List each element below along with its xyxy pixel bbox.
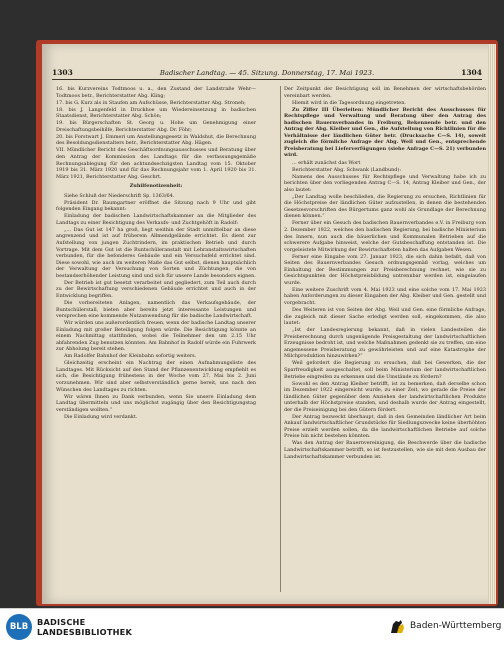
baden-wuerttemberg-lion-icon[interactable]	[388, 618, 406, 636]
running-title: Badischer Landtag. — 45. Sitzung. Donnerstag, 17. Mai 1923.	[159, 69, 375, 77]
paragraph: Ferner über ein Gesuch des badischen Bauernverbandes e.V. in Freiburg vom 2. Dezember 1922, welches den badischen Regierung, bei badische Ministerium des Innern, nun auch die bäuerlichen und Kommunalen Betrieben auf die schwerere Aufgabe hinweist, welche der Gutsbeschaffung entstanden ist. Die vorgeleistete Mitwirkung der Bewirtschafteten halten das Aufgaben Wesen.	[284, 220, 486, 253]
blb-logo-icon[interactable]: BLB	[6, 614, 32, 640]
paragraph: Gleichzeitig erscheint ein Nachtrag der einen Aufnahmungsliste des Landtages. Mit Rücksicht auf den Stand der Pflanzenentwicklung empfiehlt es sich, die Besichtigung frühestens in der Woche vom 27. Mai bis 2. Juni vorzunehmen. Wir sind aber selbstverständlich gerne bereit, uns nach den Wünschen des Landtages zu richten.	[56, 360, 256, 393]
paragraph: Berichterstatter Abg. Schwank (Landbund):	[292, 166, 401, 173]
paragraph: 19. bis Bürgerschaften St. Georg u. Hohe um Genehmigung einer Dreischaftungsbeihilfe, Berichterstatter Abg. Dr. Föhr;	[56, 120, 256, 133]
library-name-line1: BADISCHE	[37, 617, 86, 627]
paragraph: 16. bis Kurzvereins Todtmoos u. a., den Zustand der Landstraße Wehr—Todtmoos betr., Berichterstatter Abg. Kling;	[56, 86, 256, 99]
library-name[interactable]	[37, 617, 132, 637]
paragraph: 17. bis G. Kurz als in Staufen am Aufschüsse, Berichterstatter Abg. Stroneh;	[56, 99, 246, 106]
page-header	[52, 68, 482, 80]
paragraph: Der Antrag bezweckt überhaupt, daß in den Gemeinden ländlicher Art beim Ankauf landwirtschaftlicher Grundstücke für Siedlungszwecke keine überhöhten Preise erzielt werden sollen, da die landwirtschaftlichen Betriebe auf solche Preise hin nicht bestehen könnten.	[284, 413, 486, 440]
paragraph: Am Radolfer Bahnhof der Kleinbahn sofortig weiters.	[64, 353, 197, 360]
left-text-column	[56, 86, 256, 598]
library-name-line2: LANDESBIBLIOTHEK	[37, 627, 133, 637]
paragraph: Der Zeitpunkt der Besichtigung soll im Benehmen der wirtschaftsbehörden vereinbart werden.	[284, 86, 486, 99]
paragraph: „Ist der Landesregierung bekannt, daß in vielen Landesteilen die Preisberechnung durch ungenügende Preisgestaltung der landwirtschaftlichen Erzeugnisse bedroht ist, und welche Maßnahmen gedenkt sie zu treffen, um eine angemessene Preisberatung zu gewährleisten und auf eine Katastrophe der Milchproduktion hinzuwirken?“	[284, 327, 486, 360]
paragraph: Namens des Ausschusses für Rechtspflege und Verwaltung habe ich zu berichten über den vorliegenden Antrag C—S. 14, Antrag Kleiber und Gen., der also lautet:	[284, 173, 486, 193]
paragraph: Präsident Dr. Baumgartner eröffnet die Sitzung nach 9 Uhr und gibt folgenden Eingang bekannt:	[56, 199, 256, 213]
paragraph: Ferner eine Eingabe vom 27. Januar 1923, die sich dahin befaßt, daß von Seiten des Bauernverbandes Gesuch ordnungsgemäß vorlag, welches um Einhaltung der Bestimmungen zur Preisberechnung rechnet, wie sie zu Gesichtspunkten der Höchstpreisbildung untrennbar werden ist, eingelaufen wurde.	[284, 253, 486, 286]
page-edge	[488, 44, 496, 604]
paragraph: ... erhält zunächst das Wort	[292, 159, 361, 166]
paragraph: Hiemit wird in die Tagesordnung eingetreten.	[292, 99, 406, 106]
paragraph: Die Einladung wird verdankt.	[64, 413, 138, 420]
paragraph: „... Das Gut ist 147 ha groß, liegt weithin der Stadt unmittelbar an diese angrenzend und ist auf früherem Allmendgelände errichtet. Es dient zur Aufstellung von jungen Zuchtrindern, im praktischen Betrieb und durch Vortrage. Mit dem Gut ist die Buntschüleranstalt mit Lehranstaltswirtschaften verbunden, für die befonderes Gebäude und ein Versuchsfeld errichtet sind. Diese sowohl, wie auch im weiteren Maße das Gut selbst, dienen hauptsächlich der Verwaltung der Versuchung von Sorten und Züchtungen, die von bestandserhöhender Leistung sind und sich für unsere Lande besonders eignen.	[56, 226, 256, 279]
paragraph: Siehe Schluß der Niederschrift Sp. 1363/64.	[64, 192, 175, 199]
scanned-page	[42, 44, 496, 604]
paragraph: 18. bis J. Langenfeld in Druckhoe um Wiedereinsetzung in badischen Staatsdienst, Berichterstatter Abg. Schön;	[56, 106, 256, 120]
paragraph: Eine weitere Zuschrift vom 4. Mai 1923 und eine solche vom 17. Mai 1923 haben Anforderungen zu dieser Eingaben der Abg. Kleiber und Gen. gestellt und vorgebracht.	[284, 286, 486, 306]
paragraph: Der Betrieb ist gut besetzt verarbeitet und gegliedert, zum Teil auch durch zu der Bewirtschaftung verschiedenen Gebäude errichtet und auch in der Entwicklung begriffen.	[56, 279, 256, 299]
paragraph: „Der Landtag wolle beschließen, die Regierung zu ersuchen, Richtlinien für die Höchstpreise der ländlichen Güter aufzustellen, in denen die bestehenden Gesetzesvorschriften des Bürgertums ganz wohl als Grundlage der Berechnung dienen können.“	[284, 193, 486, 220]
column-divider	[280, 86, 281, 592]
paragraph: VII. Mündlicher Bericht des Geschäftsordnungsausschusses und Beratung über den Antrag der Kommission des Landtags für die verfassungsgemäße Rechnungsablegung für den achtundsechzigsten Landtag vom 15. Oktober 1919 bis 31. März 1920 und für das Rechnungsjahr vom 1. April 1920 bis 31. März 1921, Berichterstatter Abg. Geschrt.	[56, 147, 256, 180]
page-number-left: 1303	[52, 68, 73, 77]
paragraph: Was den Antrag der Bauernvereinigung, die Beschwerde über die badische Landwirtschaftskammer betrifft, so ist festzustellen, wie sie mit dem Ausbau der Landwirtschaftskammer verbunden ist.	[284, 440, 486, 460]
paragraph: Wir wären Ihnen zu Dank verbunden, wenn Sie unsere Einladung dem Landtag übermitteln und uns möglichst zugängig über den Besichtigungstag verständigen wollten.“	[56, 393, 256, 413]
state-name[interactable]: Baden-Württemberg	[410, 621, 502, 631]
paragraph: Zu Ziffer III Überleiten: Mündlicher Bericht des Ausschusses für Rechtspflege und Verwaltung und Beratung über den Antrag des badischen Bauernverbandes in Freiburg, Bekennende betr. und den Antrag der Abg. Kleiber und Gen., die Aufstellung von Richtlinien für die Verhältnisse der ländlichen Güter betr. (Drucksache C—S. 14), soweit zugleich die förmliche Anfrage der Abg. Weil und Gen., entsprechende Preisberatung bei Lieferverfügungen (siehe Anfrage C—S. 21) verbunden wird.	[284, 106, 486, 159]
page-number-right: 1304	[461, 68, 482, 77]
footer-bar	[0, 608, 504, 645]
paragraph: Einladung der badischen Landwirtschaftskammer an die Mitglieder des Landtags zu einer Besichtigung des Verkaufs- und Zuchtgehöft in Radolf:	[56, 213, 256, 226]
paragraph: 20. bis Forstwart J. Emmeri um Anstellungsgesetz in Waldshut, die Berechnung des Besoldungsdienstalters betr., Berichterstatter Abg. Hägen.	[56, 133, 256, 147]
paragraph: Weil gefordert die Regierung zu ersuchen, daß bei Gewerken, die der Sparfreudigkeit ausgeschaltet, soll beim Ministerium der landwirtschaftlichen Betriebe eingreifen zu erkennen und die Umstände zu fördern?	[284, 360, 486, 380]
right-text-column	[284, 86, 486, 598]
paragraph: Des Weiteren ist von Seiten der Abg. Weil und Gen. eine förmliche Anfrage, die zugleich mit dieser Sache erledigt werden soll, eingekommen, die also lautet:	[284, 307, 486, 327]
paragraph: Die vorbereiteten Anlagen, namentlich das Verkaufsgebäude, der Buntschülerstall, bieten aber bereits jetzt interessante Leistungen und versprechen eine kommende Nutzanwendung für die badische Landwirtschaft.	[56, 299, 256, 320]
paragraph: Wir würden uns außerordentlich freuen, wenn der badische Landtag unserer Einladung mit großer Beteiligung folgen würde. Die Besichtigung könnte an einem Nachmittag stattfinden, wobei die Teilnehmer den um 2.15 Uhr abfahrenden Zug benutzen könnten. Am Bahnhof in Radolf würde ein Fuhrwerk zur Abholung bereit stehen.	[56, 320, 256, 353]
paragraph: Sowohl es den Antrag Kleiber betrifft, ist zu bemerken, daß derselbe schon im Dezember 1922 eingereicht wurde, zu einer Zeit, wo gerade die Preise der ländlichen Güter gegenüber dem Anziehen der landwirtschaftlichen Produkte unterhalb der Höchstpreise standen, und deshalb wurde der Antrag eingestellt, der die Preiseinigung bei den Gütern fördert.	[284, 380, 486, 413]
paragraph: Zuhilfenotizenheit:	[129, 183, 183, 190]
